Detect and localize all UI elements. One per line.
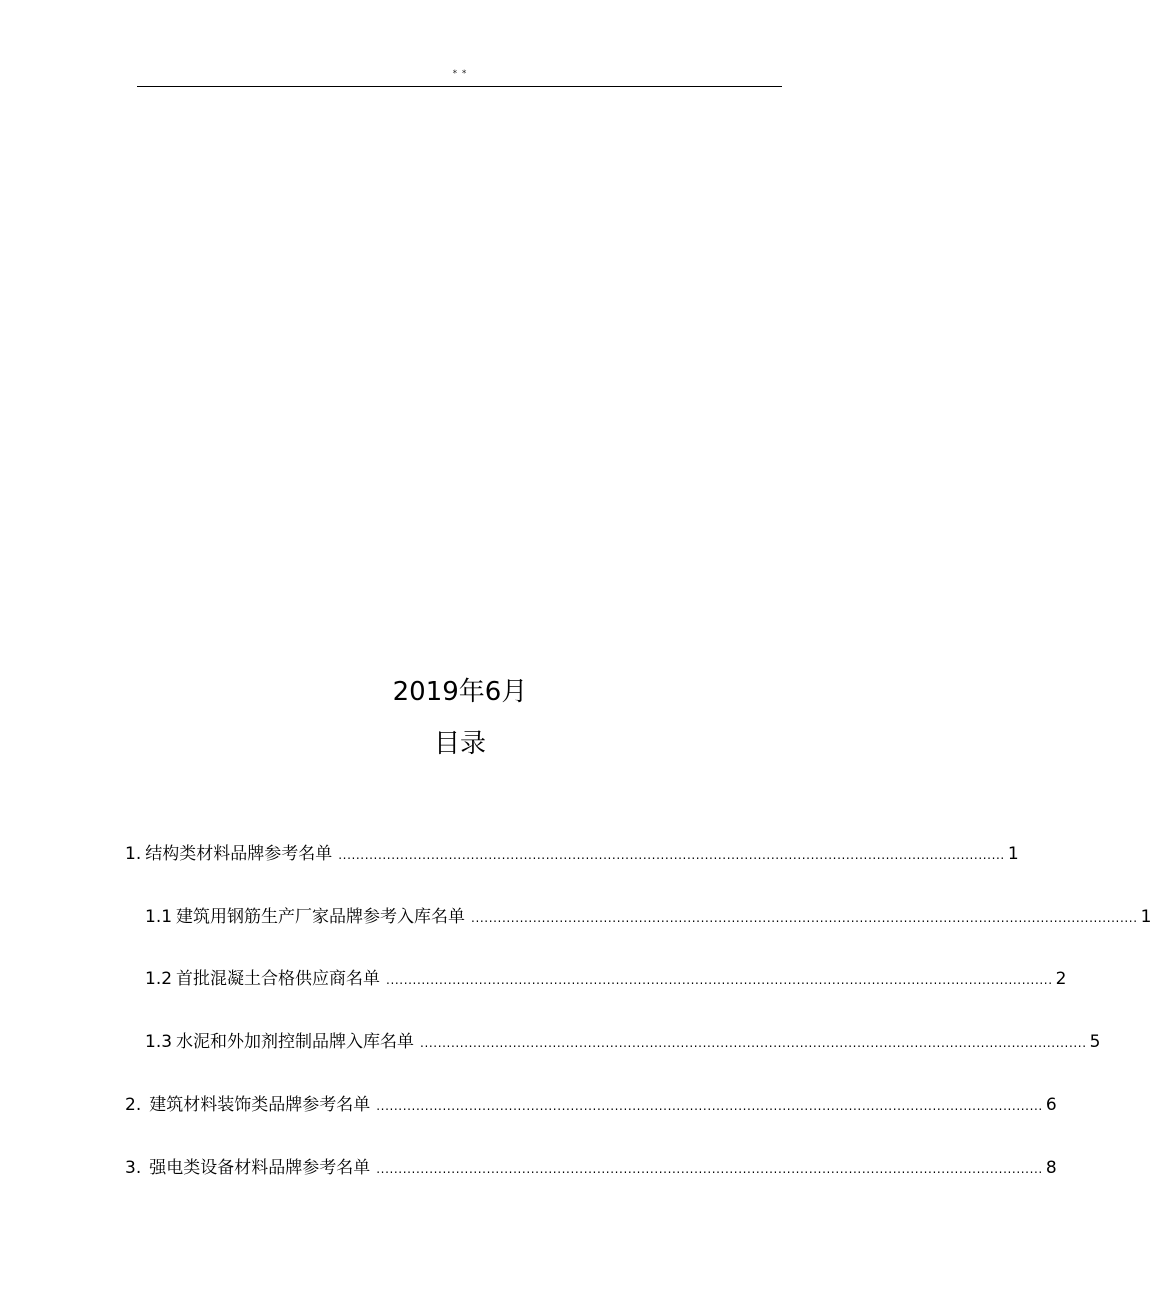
cover-date: 2019年6月 (392, 677, 528, 707)
toc-leader-dots: ....................................................................................................................................................... (376, 1099, 1043, 1113)
toc-entry-number: 1.3 (145, 1032, 173, 1052)
toc-entry-number: 1.1 (145, 907, 173, 927)
toc-entry-page: 6 (1045, 1095, 1057, 1115)
toc-leader-dots: ....................................................................................................................................................... (420, 1036, 1087, 1050)
toc-entry-page: 2 (1055, 969, 1067, 989)
toc-entry-page: 1 (1007, 844, 1019, 864)
toc-entry[interactable] (145, 967, 1067, 991)
toc-entry-number: 2. (125, 1095, 142, 1115)
toc-entry-number: 3. (125, 1158, 142, 1178)
toc-leader-dots: ....................................................................................................................................................... (338, 848, 1005, 862)
toc-entry[interactable] (125, 1093, 1057, 1117)
toc-entry-label: 结构类材料品牌参考名单 (145, 844, 333, 864)
toc-entry[interactable] (125, 1156, 1057, 1180)
toc-entry-page: 5 (1089, 1032, 1101, 1052)
toc-leader-dots: ....................................................................................................................................................... (386, 973, 1053, 987)
page-header-marks: * * (452, 69, 468, 79)
toc-entry-label: 建筑用钢筋生产厂家品牌参考入库名单 (176, 907, 466, 927)
toc-entry[interactable] (125, 842, 1019, 866)
toc-entry-number: 1.2 (145, 969, 173, 989)
toc-entry-label: 建筑材料装饰类品牌参考名单 (149, 1095, 371, 1115)
toc-entry-label: 水泥和外加剂控制品牌入库名单 (176, 1032, 415, 1052)
toc-leader-dots: ....................................................................................................................................................... (471, 911, 1138, 925)
toc-title: 目录 (433, 729, 486, 759)
toc-entry-number: 1. (125, 844, 142, 864)
toc-entry-label: 首批混凝土合格供应商名单 (176, 969, 381, 989)
toc-entry[interactable] (145, 905, 1151, 929)
toc-leader-dots: ....................................................................................................................................................... (376, 1162, 1043, 1176)
toc-entry-label: 强电类设备材料品牌参考名单 (149, 1158, 371, 1178)
toc-entry-page: 8 (1045, 1158, 1057, 1178)
toc-entry-page: 1 (1140, 907, 1151, 927)
toc-entry[interactable] (145, 1030, 1101, 1054)
